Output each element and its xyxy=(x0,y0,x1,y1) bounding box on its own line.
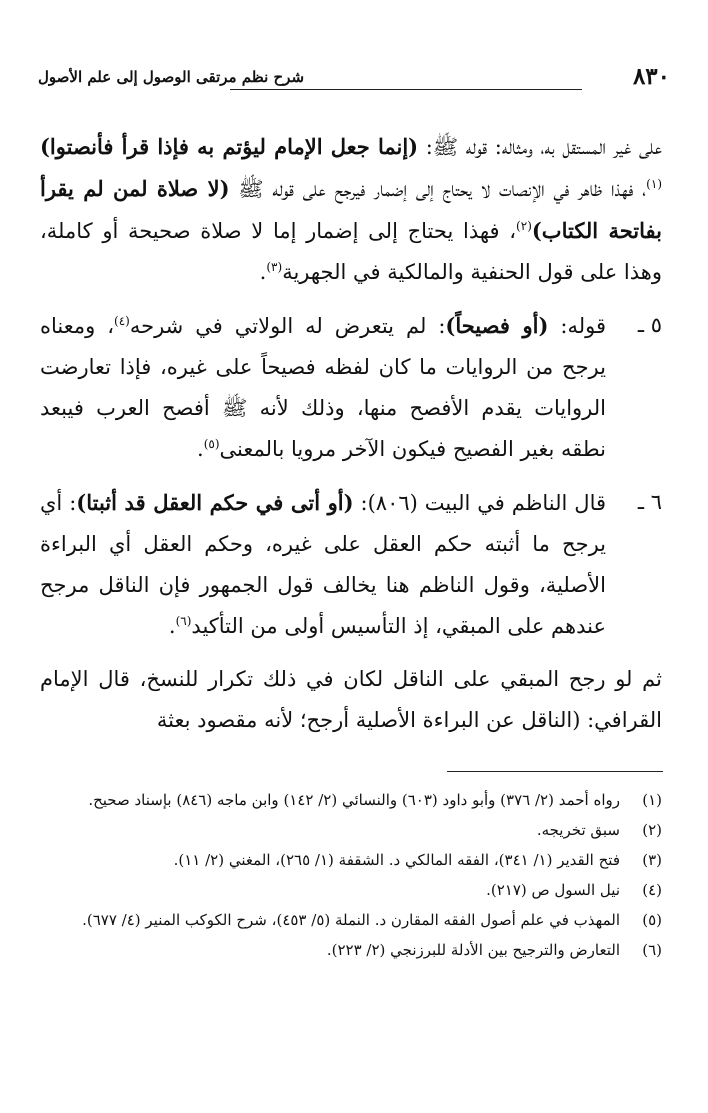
text-run: ثم لو رجح المبقي على الناقل لكان في ذلك تكرار للنسخ، قال الإمام القرافي: (الناقل عن البراءة الأصلية أرجح؛ لأنه مقصود بعثة xyxy=(40,667,662,732)
text-run: قال الناظم في البيت (٨٠٦): xyxy=(353,491,607,515)
footnote-number: (٢) xyxy=(642,821,662,839)
text-run: على غير المستقل به، ومثاله: قوله ﷺ: xyxy=(418,135,662,159)
page-header xyxy=(34,62,674,96)
quoted-text: (لا صلاة لمن لم يقرأ بفاتحة الكتاب) xyxy=(40,176,663,243)
page-number: ٨٣٠ xyxy=(632,63,670,90)
footnote-ref: (٦) xyxy=(175,614,192,628)
footnote-text: رواه أحمد (٢/ ٣٧٦) وأبو داود (٦٠٣) والنسائي (٢/ ١٤٢) وابن ماجه (٨٤٦) بإسناد صحيح. xyxy=(88,791,620,809)
quoted-text: (إنما جعل الإمام ليؤتم به فإذا قرأ فأنصتوا) xyxy=(40,134,419,159)
footnote-number: (٥) xyxy=(642,911,662,929)
footnote-text: التعارض والترجيح بين الأدلة للبرزنجي (٢/ ٢٢٣). xyxy=(326,941,620,959)
running-title: شرح نظم مرتقى الوصول إلى علم الأصول xyxy=(38,68,305,86)
footnote-number: (٤) xyxy=(642,881,662,899)
footnote xyxy=(40,906,662,934)
footnote-separator xyxy=(447,771,663,772)
text-run: ، ومعناه يرجح من الروايات ما كان لفظه فصيحاً على غيره، فإذا تعارضت الروايات يقدم الأفصح منها، وذلك لأنه ﷺ أفصح العرب فيبعد نطقه بغير الفصيح فيكون الآخر مرويا بالمعنى xyxy=(40,314,606,461)
main-text xyxy=(40,126,662,753)
footnote-number: (٦) xyxy=(642,941,662,959)
footnote-number: (٣) xyxy=(642,851,662,869)
quoted-text: (أو فصيحاً) xyxy=(445,313,549,338)
footnote xyxy=(40,936,662,964)
footnotes xyxy=(40,786,662,966)
footnote-text: سبق تخريجه. xyxy=(536,821,620,839)
numbered-paragraph xyxy=(40,305,662,470)
footnote-text: نيل السول ص (٢١٧). xyxy=(486,881,620,899)
item-number: ٦ ـ xyxy=(637,490,662,514)
text-run: . xyxy=(197,437,204,461)
footnote-ref: (٥) xyxy=(203,437,220,451)
footnote-ref: (١) xyxy=(646,177,662,191)
footnote xyxy=(40,876,662,904)
footnote-text: المهذب في علم أصول الفقه المقارن د. النملة (٥/ ٤٥٣)، شرح الكوكب المنير (٤/ ٦٧٧). xyxy=(82,911,620,929)
paragraph xyxy=(40,659,662,741)
footnote xyxy=(40,816,662,844)
item-number: ٥ ـ xyxy=(637,313,662,337)
text-run: : أي يرجح ما أثبته حكم العقل على غيره، وحكم العقل أي البراءة الأصلية، وقول الناظم هنا يخالف قول الجمهور فإن الناقل مرجح عندهم على المبقي، إذ التأسيس أولى من التأكيد xyxy=(40,491,606,638)
footnote-ref: (٣) xyxy=(266,260,283,274)
text-run: قوله: xyxy=(548,314,607,338)
quoted-text: (أو أتى في حكم العقل قد أثبتا) xyxy=(76,490,354,515)
numbered-paragraph xyxy=(40,482,662,647)
footnote xyxy=(40,846,662,874)
footnote xyxy=(40,786,662,814)
paragraph xyxy=(40,126,662,293)
text-run: . xyxy=(168,614,176,638)
footnote-ref: (٢) xyxy=(516,219,532,233)
text-run: : لم يتعرض له الولاتي في شرحه xyxy=(129,314,446,338)
text-run: . xyxy=(259,260,267,284)
text-run: ، فهذا يحتاج إلى إضمار إما لا صلاة صحيحة أو كاملة، وهذا على قول الحنفية والمالكية في الجهرية xyxy=(40,219,662,284)
footnote-text: فتح القدير (١/ ٣٤١)، الفقه المالكي د. الشقفة (١/ ٢٦٥)، المغني (٢/ ١١). xyxy=(173,851,620,869)
footnote-number: (١) xyxy=(642,791,662,809)
footnote-ref: (٤) xyxy=(114,314,130,328)
text-run: ، فهذا ظاهر في الإنصات لا يحتاج إلى إضمار فيرجح على قوله ﷺ xyxy=(229,177,647,201)
